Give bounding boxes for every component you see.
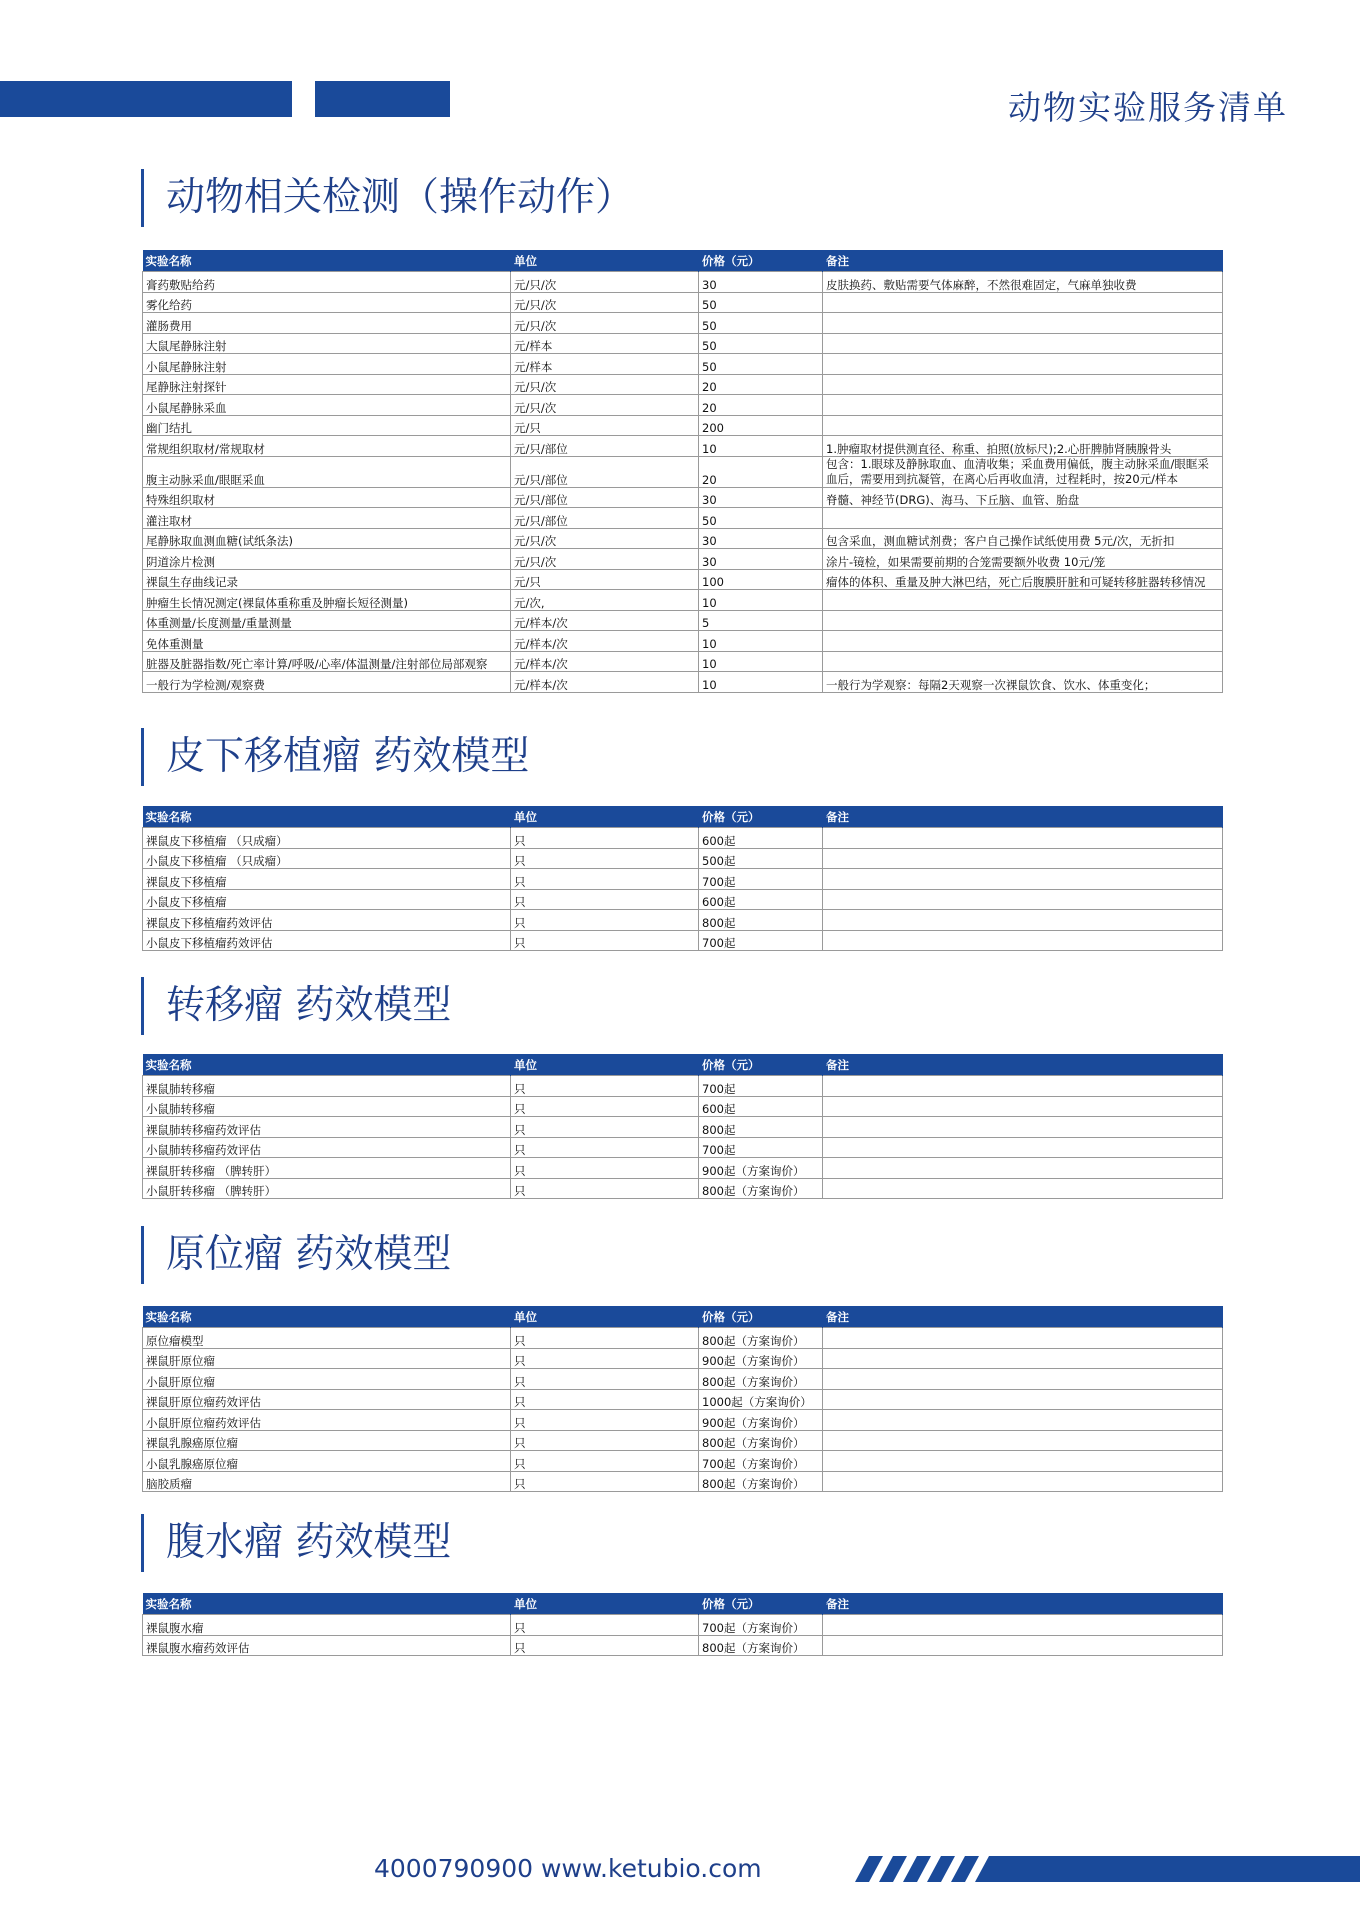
- table-row: [143, 1348, 1223, 1369]
- cell-note: [823, 1615, 1223, 1636]
- table-row: [143, 1096, 1223, 1117]
- cell-note: [823, 590, 1223, 611]
- cell-name: 小鼠肺转移瘤: [143, 1096, 511, 1117]
- table-header-row: [143, 1054, 1223, 1076]
- column-header-name: 实验名称: [143, 1306, 511, 1328]
- cell-note: [823, 1137, 1223, 1158]
- cell-note: [823, 313, 1223, 334]
- cell-note: 1.肿瘤取材提供测直径、称重、拍照(放标尺);2.心肝脾肺肾胰腺骨头: [823, 436, 1223, 457]
- cell-price: 10: [699, 672, 823, 693]
- table-body: [143, 1328, 1223, 1492]
- footer-contact: 4000790900 www.ketubio.com: [374, 1854, 762, 1883]
- cell-price: 30: [699, 549, 823, 570]
- cell-price: 500起: [699, 848, 823, 869]
- cell-unit: 元/只/次: [511, 395, 699, 416]
- table-row: [143, 374, 1223, 395]
- cell-price: 600起: [699, 828, 823, 849]
- cell-name: 雾化给药: [143, 292, 511, 313]
- cell-note: [823, 333, 1223, 354]
- table-row: [143, 508, 1223, 529]
- cell-unit: 元/只/次: [511, 528, 699, 549]
- cell-price: 900起（方案询价）: [699, 1410, 823, 1431]
- table-row: [143, 651, 1223, 672]
- cell-note: [823, 1076, 1223, 1097]
- column-header-price: 价格（元）: [699, 1306, 823, 1328]
- table-row: [143, 1451, 1223, 1472]
- table-row: [143, 910, 1223, 931]
- cell-name: 裸鼠腹水瘤药效评估: [143, 1635, 511, 1656]
- table-row: [143, 1178, 1223, 1199]
- cell-note: [823, 1328, 1223, 1349]
- cell-price: 600起: [699, 889, 823, 910]
- table-row: [143, 1430, 1223, 1451]
- cell-unit: 元/只/部位: [511, 487, 699, 508]
- cell-price: 800起（方案询价）: [699, 1635, 823, 1656]
- cell-note: 皮肤换药、敷贴需要气体麻醉，不然很难固定，气麻单独收费: [823, 272, 1223, 293]
- cell-price: 30: [699, 272, 823, 293]
- table-row: [143, 672, 1223, 693]
- cell-name: 小鼠肺转移瘤药效评估: [143, 1137, 511, 1158]
- cell-price: 50: [699, 508, 823, 529]
- page-title: 动物实验服务清单: [1008, 88, 1288, 127]
- cell-note: 瘤体的体积、重量及肿大淋巴结，死亡后腹膜肝脏和可疑转移脏器转移情况: [823, 569, 1223, 590]
- table-row: [143, 415, 1223, 436]
- cell-price: 800起（方案询价）: [699, 1178, 823, 1199]
- table-row: [143, 1471, 1223, 1492]
- cell-name: 尾静脉取血测血糖(试纸条法): [143, 528, 511, 549]
- cell-note: 包含：1.眼球及静脉取血、血清收集；采血费用偏低，腹主动脉采血/眼眶采血后，需要用到抗凝管，在离心后再收血清，过程耗时，按20元/样本: [823, 456, 1223, 487]
- table-row: [143, 1369, 1223, 1390]
- cell-price: 10: [699, 436, 823, 457]
- cell-price: 800起（方案询价）: [699, 1328, 823, 1349]
- cell-note: [823, 415, 1223, 436]
- cell-name: 小鼠尾静脉采血: [143, 395, 511, 416]
- table-row: [143, 1635, 1223, 1656]
- cell-name: 小鼠皮下移植瘤药效评估: [143, 930, 511, 951]
- cell-price: 20: [699, 374, 823, 395]
- cell-note: [823, 1430, 1223, 1451]
- table-row: [143, 313, 1223, 334]
- column-header-name: 实验名称: [143, 1054, 511, 1076]
- cell-note: [823, 651, 1223, 672]
- table-row: [143, 1137, 1223, 1158]
- cell-note: [823, 1158, 1223, 1179]
- cell-price: 1000起（方案询价）: [699, 1389, 823, 1410]
- cell-note: 一般行为学观察：每隔2天观察一次裸鼠饮食、饮水、体重变化；: [823, 672, 1223, 693]
- column-header-price: 价格（元）: [699, 806, 823, 828]
- table-row: [143, 1410, 1223, 1431]
- cell-unit: 只: [511, 1389, 699, 1410]
- cell-name: 免体重测量: [143, 631, 511, 652]
- animal-testing-table: [142, 250, 1223, 693]
- cell-note: [823, 1096, 1223, 1117]
- column-header-note: 备注: [823, 250, 1223, 272]
- cell-note: [823, 848, 1223, 869]
- table-row: [143, 590, 1223, 611]
- footer-stripes: [855, 1856, 1360, 1882]
- cell-name: 原位瘤模型: [143, 1328, 511, 1349]
- cell-price: 700起: [699, 1137, 823, 1158]
- cell-note: 涂片-镜检，如果需要前期的合笼需要额外收费 10元/笼: [823, 549, 1223, 570]
- cell-name: 裸鼠皮下移植瘤药效评估: [143, 910, 511, 931]
- table-body: [143, 1615, 1223, 1656]
- cell-price: 800起: [699, 1117, 823, 1138]
- cell-price: 700起: [699, 1076, 823, 1097]
- cell-price: 50: [699, 313, 823, 334]
- cell-price: 50: [699, 292, 823, 313]
- cell-price: 10: [699, 631, 823, 652]
- table-row: [143, 569, 1223, 590]
- cell-name: 裸鼠皮下移植瘤: [143, 869, 511, 890]
- cell-price: 700起: [699, 930, 823, 951]
- cell-name: 裸鼠肺转移瘤: [143, 1076, 511, 1097]
- cell-unit: 元/只/次: [511, 549, 699, 570]
- cell-note: [823, 869, 1223, 890]
- table-row: [143, 869, 1223, 890]
- cell-price: 600起: [699, 1096, 823, 1117]
- column-header-note: 备注: [823, 1306, 1223, 1328]
- cell-price: 30: [699, 487, 823, 508]
- ascites-table: [142, 1593, 1223, 1656]
- cell-unit: 元/样本: [511, 333, 699, 354]
- column-header-name: 实验名称: [143, 806, 511, 828]
- cell-unit: 只: [511, 1137, 699, 1158]
- table-row: [143, 1076, 1223, 1097]
- cell-unit: 元/样本/次: [511, 631, 699, 652]
- cell-unit: 元/只/次: [511, 272, 699, 293]
- column-header-unit: 单位: [511, 1306, 699, 1328]
- cell-name: 特殊组织取材: [143, 487, 511, 508]
- cell-note: [823, 1117, 1223, 1138]
- cell-name: 灌肠费用: [143, 313, 511, 334]
- table-row: [143, 272, 1223, 293]
- cell-note: [823, 1471, 1223, 1492]
- cell-unit: 只: [511, 1328, 699, 1349]
- table-body: [143, 1076, 1223, 1199]
- table-row: [143, 1158, 1223, 1179]
- table-row: [143, 456, 1223, 487]
- cell-unit: 只: [511, 930, 699, 951]
- cell-name: 肿瘤生长情况测定(裸鼠体重称重及肿瘤长短径测量): [143, 590, 511, 611]
- cell-unit: 元/只: [511, 415, 699, 436]
- table-row: [143, 1389, 1223, 1410]
- cell-name: 大鼠尾静脉注射: [143, 333, 511, 354]
- cell-unit: 只: [511, 1076, 699, 1097]
- cell-unit: 元/只/部位: [511, 436, 699, 457]
- cell-unit: 只: [511, 1471, 699, 1492]
- cell-price: 900起（方案询价）: [699, 1348, 823, 1369]
- cell-price: 100: [699, 569, 823, 590]
- table-row: [143, 631, 1223, 652]
- cell-name: 常规组织取材/常规取材: [143, 436, 511, 457]
- cell-unit: 只: [511, 828, 699, 849]
- table-row: [143, 828, 1223, 849]
- orthotopic-table: [142, 1306, 1223, 1492]
- column-header-unit: 单位: [511, 806, 699, 828]
- table-row: [143, 1328, 1223, 1349]
- cell-name: 小鼠肝原位瘤药效评估: [143, 1410, 511, 1431]
- header-bar-right: [315, 81, 450, 117]
- table-row: [143, 889, 1223, 910]
- table-header-row: [143, 1593, 1223, 1615]
- cell-note: [823, 930, 1223, 951]
- cell-note: [823, 631, 1223, 652]
- cell-unit: 只: [511, 1096, 699, 1117]
- cell-name: 脏器及脏器指数/死亡率计算/呼吸/心率/体温测量/注射部位局部观察: [143, 651, 511, 672]
- table-row: [143, 292, 1223, 313]
- cell-name: 阴道涂片检测: [143, 549, 511, 570]
- cell-price: 800起（方案询价）: [699, 1369, 823, 1390]
- cell-unit: 只: [511, 1410, 699, 1431]
- table-row: [143, 610, 1223, 631]
- cell-price: 20: [699, 395, 823, 416]
- cell-unit: 只: [511, 1178, 699, 1199]
- cell-name: 一般行为学检测/观察费: [143, 672, 511, 693]
- cell-name: 小鼠皮下移植瘤 （只成瘤）: [143, 848, 511, 869]
- cell-note: [823, 374, 1223, 395]
- cell-unit: 元/样本/次: [511, 651, 699, 672]
- table-row: [143, 1615, 1223, 1636]
- cell-name: 裸鼠肝转移瘤 （脾转肝）: [143, 1158, 511, 1179]
- cell-price: 10: [699, 651, 823, 672]
- table-header-row: [143, 806, 1223, 828]
- column-header-unit: 单位: [511, 1593, 699, 1615]
- cell-note: [823, 1410, 1223, 1431]
- table-row: [143, 528, 1223, 549]
- table-row: [143, 436, 1223, 457]
- cell-price: 900起（方案询价）: [699, 1158, 823, 1179]
- cell-name: 裸鼠乳腺癌原位瘤: [143, 1430, 511, 1451]
- section-title-orthotopic: 原位瘤 药效模型: [141, 1226, 451, 1284]
- table-row: [143, 848, 1223, 869]
- cell-name: 脑胶质瘤: [143, 1471, 511, 1492]
- table-row: [143, 1117, 1223, 1138]
- cell-name: 小鼠肝原位瘤: [143, 1369, 511, 1390]
- column-header-name: 实验名称: [143, 250, 511, 272]
- column-header-price: 价格（元）: [699, 1054, 823, 1076]
- cell-unit: 元/次,: [511, 590, 699, 611]
- table-row: [143, 333, 1223, 354]
- cell-note: 包含采血，测血糖试剂费；客户自己操作试纸使用费 5元/次，无折扣: [823, 528, 1223, 549]
- cell-unit: 只: [511, 1635, 699, 1656]
- cell-unit: 元/只/次: [511, 374, 699, 395]
- cell-note: [823, 828, 1223, 849]
- column-header-price: 价格（元）: [699, 250, 823, 272]
- cell-price: 10: [699, 590, 823, 611]
- cell-note: [823, 508, 1223, 529]
- cell-name: 小鼠乳腺癌原位瘤: [143, 1451, 511, 1472]
- table-body: [143, 272, 1223, 693]
- table-header-row: [143, 250, 1223, 272]
- cell-unit: 元/样本/次: [511, 672, 699, 693]
- cell-unit: 只: [511, 1348, 699, 1369]
- cell-unit: 元/只/部位: [511, 456, 699, 487]
- cell-note: [823, 292, 1223, 313]
- cell-note: [823, 395, 1223, 416]
- cell-note: [823, 354, 1223, 375]
- cell-unit: 元/样本/次: [511, 610, 699, 631]
- cell-name: 体重测量/长度测量/重量测量: [143, 610, 511, 631]
- cell-price: 800起（方案询价）: [699, 1471, 823, 1492]
- cell-price: 700起（方案询价）: [699, 1615, 823, 1636]
- table-row: [143, 549, 1223, 570]
- column-header-note: 备注: [823, 1054, 1223, 1076]
- cell-name: 腹主动脉采血/眼眶采血: [143, 456, 511, 487]
- cell-name: 裸鼠皮下移植瘤 （只成瘤）: [143, 828, 511, 849]
- cell-price: 30: [699, 528, 823, 549]
- cell-note: [823, 1348, 1223, 1369]
- cell-name: 裸鼠腹水瘤: [143, 1615, 511, 1636]
- cell-price: 50: [699, 333, 823, 354]
- cell-name: 裸鼠肺转移瘤药效评估: [143, 1117, 511, 1138]
- cell-name: 幽门结扎: [143, 415, 511, 436]
- table-row: [143, 354, 1223, 375]
- cell-price: 700起（方案询价）: [699, 1451, 823, 1472]
- section-title-animal-testing: 动物相关检测（操作动作）: [141, 169, 634, 227]
- cell-name: 小鼠皮下移植瘤: [143, 889, 511, 910]
- cell-price: 50: [699, 354, 823, 375]
- cell-name: 尾静脉注射探针: [143, 374, 511, 395]
- cell-note: [823, 1389, 1223, 1410]
- cell-unit: 只: [511, 1369, 699, 1390]
- cell-unit: 元/只/部位: [511, 508, 699, 529]
- cell-unit: 只: [511, 1430, 699, 1451]
- cell-unit: 只: [511, 1158, 699, 1179]
- cell-name: 灌注取材: [143, 508, 511, 529]
- cell-unit: 元/样本: [511, 354, 699, 375]
- cell-note: [823, 1635, 1223, 1656]
- column-header-unit: 单位: [511, 1054, 699, 1076]
- table-body: [143, 828, 1223, 951]
- cell-unit: 元/只: [511, 569, 699, 590]
- cell-unit: 元/只/次: [511, 292, 699, 313]
- cell-name: 膏药敷贴给药: [143, 272, 511, 293]
- cell-note: [823, 1178, 1223, 1199]
- cell-unit: 只: [511, 1615, 699, 1636]
- cell-note: [823, 1451, 1223, 1472]
- section-title-metastasis: 转移瘤 药效模型: [141, 977, 451, 1035]
- table-row: [143, 395, 1223, 416]
- column-header-note: 备注: [823, 1593, 1223, 1615]
- cell-price: 20: [699, 456, 823, 487]
- cell-name: 裸鼠肝原位瘤药效评估: [143, 1389, 511, 1410]
- cell-unit: 只: [511, 910, 699, 931]
- cell-unit: 只: [511, 1451, 699, 1472]
- section-title-ascites: 腹水瘤 药效模型: [141, 1514, 451, 1572]
- cell-price: 800起（方案询价）: [699, 1430, 823, 1451]
- cell-note: 脊髓、神经节(DRG)、海马、下丘脑、血管、胎盘: [823, 487, 1223, 508]
- cell-name: 裸鼠生存曲线记录: [143, 569, 511, 590]
- section-title-subcutaneous: 皮下移植瘤 药效模型: [141, 728, 529, 786]
- cell-price: 200: [699, 415, 823, 436]
- cell-unit: 元/只/次: [511, 313, 699, 334]
- table-header-row: [143, 1306, 1223, 1328]
- cell-name: 裸鼠肝原位瘤: [143, 1348, 511, 1369]
- cell-unit: 只: [511, 869, 699, 890]
- column-header-unit: 单位: [511, 250, 699, 272]
- subcutaneous-table: [142, 806, 1223, 951]
- cell-unit: 只: [511, 1117, 699, 1138]
- column-header-name: 实验名称: [143, 1593, 511, 1615]
- table-row: [143, 930, 1223, 951]
- cell-unit: 只: [511, 848, 699, 869]
- cell-note: [823, 910, 1223, 931]
- column-header-price: 价格（元）: [699, 1593, 823, 1615]
- cell-price: 700起: [699, 869, 823, 890]
- column-header-note: 备注: [823, 806, 1223, 828]
- cell-unit: 只: [511, 889, 699, 910]
- cell-name: 小鼠肝转移瘤 （脾转肝）: [143, 1178, 511, 1199]
- cell-note: [823, 889, 1223, 910]
- cell-note: [823, 1369, 1223, 1390]
- cell-price: 800起: [699, 910, 823, 931]
- cell-note: [823, 610, 1223, 631]
- header-bar-left: [0, 81, 292, 117]
- table-row: [143, 487, 1223, 508]
- cell-name: 小鼠尾静脉注射: [143, 354, 511, 375]
- cell-price: 5: [699, 610, 823, 631]
- metastasis-table: [142, 1054, 1223, 1199]
